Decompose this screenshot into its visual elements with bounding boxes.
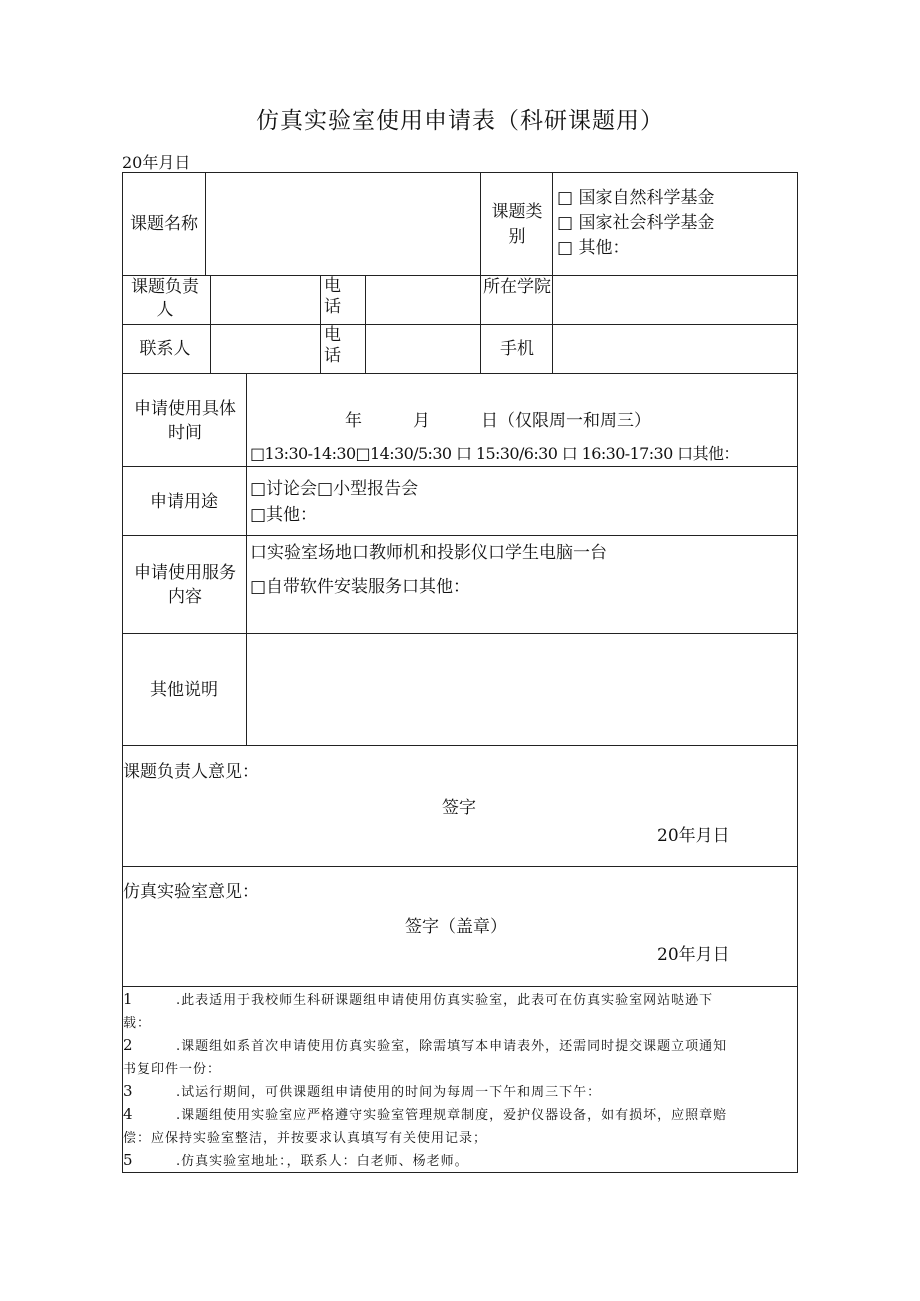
service-content-label: 申请使用服务内容	[134, 563, 236, 607]
project-name-label: 课题名称	[130, 214, 198, 234]
contact-label: 联系人	[139, 339, 191, 359]
service-other[interactable]: □自带软件安装服务口其他：	[250, 577, 471, 597]
phone-label-1: 电话	[324, 276, 341, 317]
phone-label-2: 电话	[324, 325, 341, 366]
usage-purpose-label: 申请用途	[150, 492, 218, 512]
table-line	[480, 172, 481, 373]
table-border-right	[797, 172, 798, 1173]
usage-date-line: 年 月 日（仅限周一和周三）	[345, 411, 651, 431]
note-text: .课题组如系首次申请使用仿真实验室，除需填写本申请表外，还需同时提交课题立项通知	[176, 1039, 728, 1054]
note-text: .此表适用于我校师生科研课题组申请使用仿真实验室，此表可在仿真实验室网站哒逊下	[176, 993, 714, 1008]
other-notes-label: 其他说明	[150, 680, 218, 700]
notes-section	[123, 989, 796, 1173]
note-text: .仿真实验室地址：，联系人：白老师、杨老师。	[176, 1154, 469, 1169]
note-item	[123, 1150, 796, 1173]
table-line	[122, 633, 798, 634]
lab-opinion-date: 20年月日	[657, 945, 730, 965]
table-line	[122, 373, 798, 374]
leader-opinion-label: 课题负责人意见：	[123, 762, 259, 782]
table-line	[122, 172, 798, 173]
leader-opinion-date: 20年月日	[657, 826, 730, 846]
mobile-label: 手机	[500, 339, 534, 359]
table-line	[552, 172, 553, 373]
leader-signature-label: 签字	[442, 798, 476, 818]
table-line	[122, 466, 798, 467]
table-line	[122, 866, 798, 867]
table-line	[122, 324, 798, 325]
project-category-label-text: 课题类别	[491, 202, 543, 247]
time-slot-options[interactable]: □13:30-14:30□14:30/5:30 口 15:30/6:30 口 16:30-17:30 口其他：	[250, 444, 739, 463]
project-category-label	[485, 200, 549, 250]
purpose-other[interactable]: □其他：	[250, 505, 318, 525]
note-item	[123, 989, 796, 1012]
note-item	[123, 1035, 796, 1058]
note-item	[123, 1104, 796, 1127]
service-options[interactable]: 口实验室场地口教师机和投影仪口学生电脑一台	[250, 543, 607, 563]
project-leader-label: 课题负责人	[131, 277, 199, 320]
note-text: .试运行期间，可供课题组申请使用的时间为每周一下午和周三下午：	[176, 1085, 602, 1100]
table-line	[210, 275, 211, 373]
table-line	[320, 275, 321, 373]
note-continuation: 书复印件一份：	[123, 1062, 222, 1077]
note-text: .课题组使用实验室应严格遵守实验室管理规章制度，爱护仪器设备，如有损坏，应照章赔	[176, 1108, 728, 1123]
category-option-natural-science[interactable]: □ 国家自然科学基金	[557, 188, 715, 208]
note-number: 5	[123, 1151, 133, 1169]
note-number: 3	[123, 1082, 133, 1100]
page-title: 仿真实验室使用申请表（科研课题用）	[256, 108, 664, 134]
table-line	[246, 373, 247, 745]
table-line	[122, 535, 798, 536]
form-date: 20年月日	[122, 153, 191, 172]
note-continuation: 载：	[123, 1016, 152, 1031]
category-option-social-science[interactable]: □ 国家社会科学基金	[557, 213, 715, 233]
purpose-options[interactable]: □讨论会□小型报告会	[250, 479, 419, 499]
note-number: 1	[123, 990, 133, 1008]
table-line	[122, 745, 798, 746]
note-number: 2	[123, 1036, 133, 1054]
note-item	[123, 1081, 796, 1104]
note-number: 4	[123, 1105, 133, 1123]
usage-time-label: 申请使用具体时间	[134, 399, 236, 443]
table-line	[122, 275, 798, 276]
table-line	[365, 275, 366, 373]
lab-opinion-label: 仿真实验室意见：	[123, 882, 259, 902]
other-notes-field[interactable]	[248, 635, 796, 744]
note-continuation: 偿：应保持实验室整洁，并按要求认真填写有关使用记录；	[123, 1131, 488, 1146]
lab-signature-label: 签字（盖章）	[405, 917, 507, 937]
table-line	[122, 986, 798, 987]
college-label: 所在学院	[483, 277, 551, 297]
category-option-other[interactable]: □ 其他：	[557, 238, 630, 258]
